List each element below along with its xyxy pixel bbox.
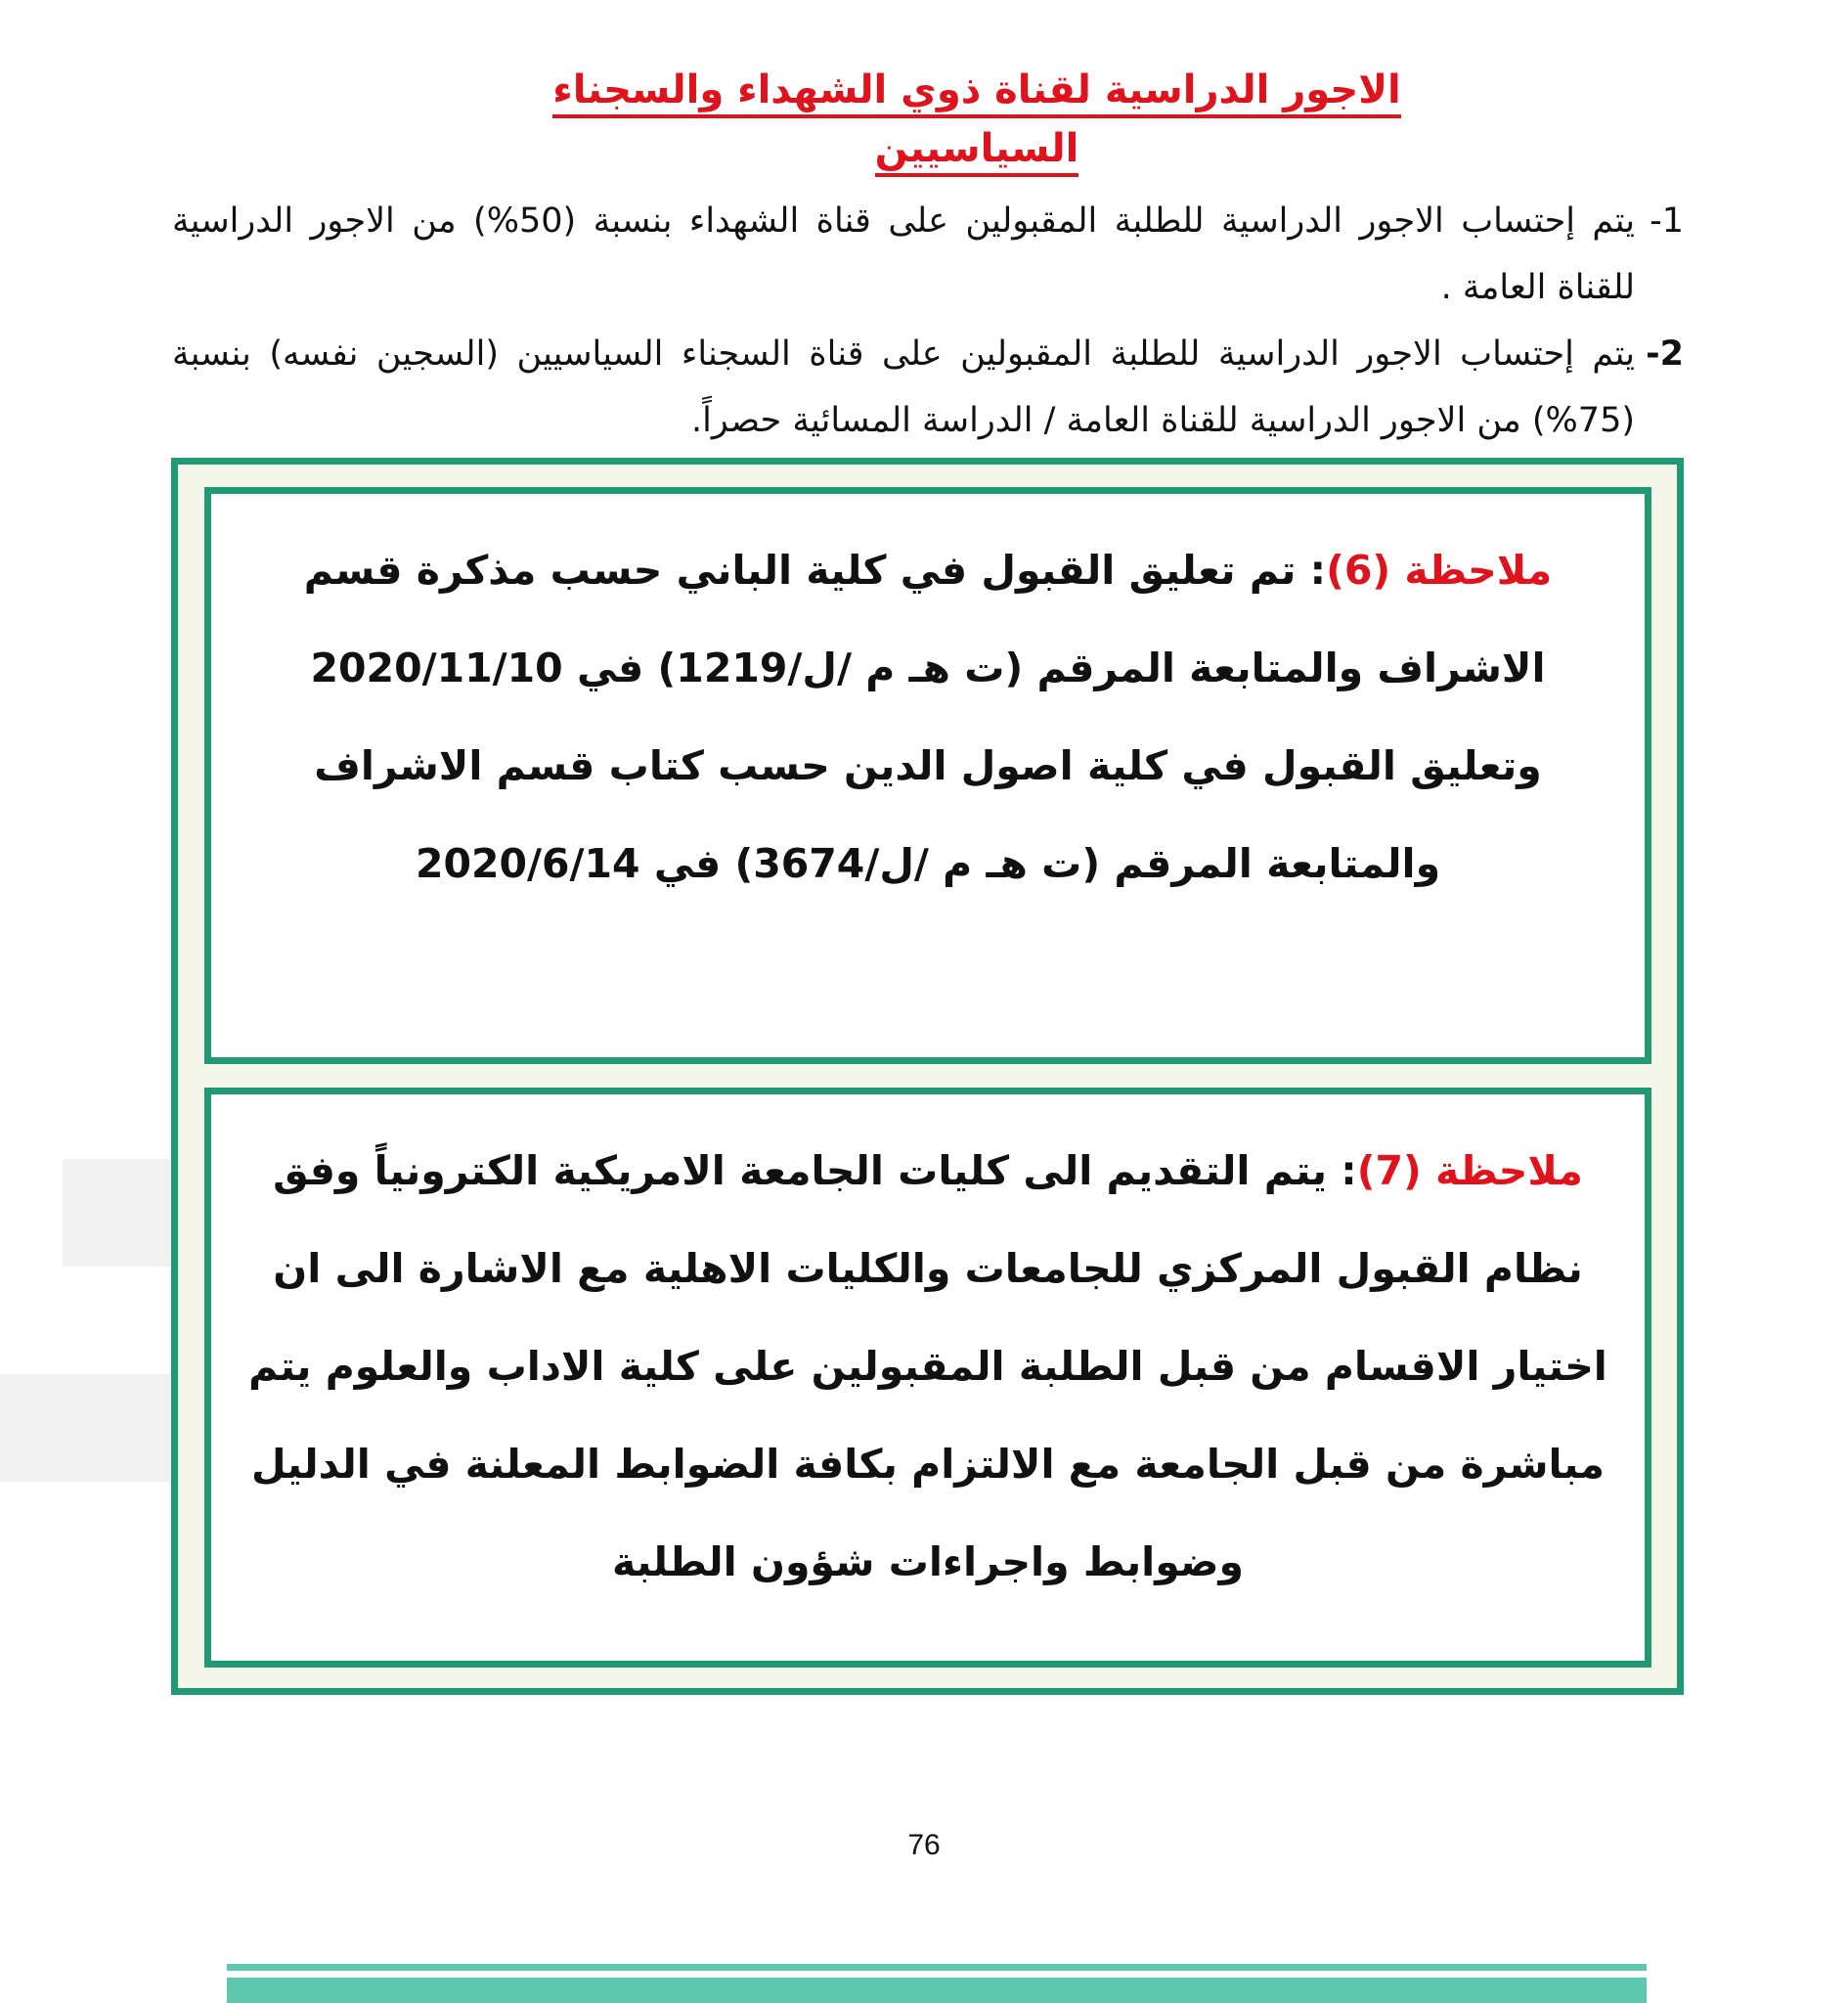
note-7-box (204, 1088, 1651, 1668)
intro-item-number: 1- (1650, 201, 1684, 241)
intro-item-text: يتم إحتساب الاجور الدراسية للطلبة المقبولين على قناة الشهداء بنسبة (50%) من الاجور الدراسية للقناة العامة . (172, 201, 1635, 307)
note-7-label: ملاحظة (7) (1356, 1147, 1583, 1194)
page-number: 76 (907, 1829, 941, 1861)
note-7-text-block (211, 1094, 1645, 1611)
footer-rule-thin (227, 1964, 1647, 1971)
note-7-text: : يتم التقديم الى كليات الجامعة الامريكية الكترونياً وفق نظام القبول المركزي للجامعات والكليات الاهلية مع الاشارة الى ان اختيار الاقسام من قبل الطلبة المقبولين على كلية الاداب والعلوم يتم مباشرة من قبل الجامعة مع الالتزام بكافة الضوابط المعلنة في الدليل وضوابط واجراءات شؤون الطلبة (248, 1147, 1607, 1585)
note-6-text: : تم تعليق القبول في كلية الباني حسب مذكرة قسم الاشراف والمتابعة المرقم (ت هـ م /ل/1219) في 2020/11/10 وتعليق القبول في كلية اصول الدين حسب كتاب قسم الاشراف والمتابعة المرقم (ت هـ م /ل/3674) في 2020/6/14 (303, 547, 1546, 887)
intro-item-number: 2- (1646, 334, 1684, 374)
page-title (460, 61, 1494, 178)
footer-rule-thick (227, 1978, 1647, 2003)
page-title-text: الاجور الدراسية لقناة ذوي الشهداء والسجناء السياسيين (552, 67, 1400, 177)
note-6-box (204, 487, 1651, 1064)
intro-item (172, 321, 1684, 454)
intro-item (172, 188, 1684, 321)
intro-item-text: يتم إحتساب الاجور الدراسية للطلبة المقبولين على قناة السجناء السياسيين (السجين نفسه) بنسبة (75%) من الاجور الدراسية للقناة العامة / الدراسة المسائية حصراً. (172, 334, 1635, 440)
note-6-text-block (211, 494, 1645, 912)
note-6-label: ملاحظة (6) (1326, 547, 1553, 594)
intro-list (172, 188, 1684, 454)
